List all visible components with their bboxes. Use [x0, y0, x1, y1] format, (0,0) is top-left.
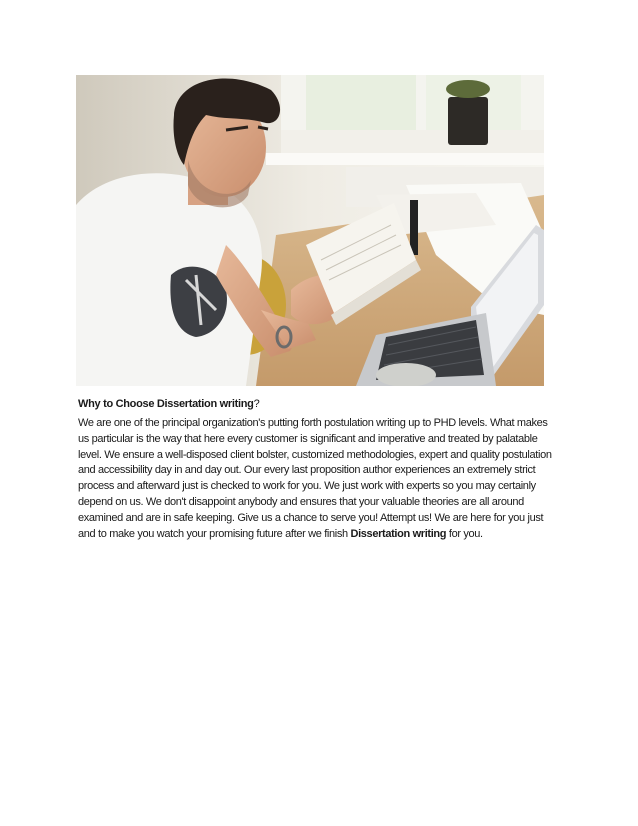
heading-suffix: ?: [253, 398, 260, 410]
student-reading-photo: [76, 75, 544, 386]
section-heading: [78, 397, 548, 411]
dissertation-writing-link[interactable]: Dissertation writing: [350, 527, 447, 540]
heading-title: Why to Choose Dissertation writing: [78, 398, 254, 410]
body-text-1: We are one of the principal organization's putting forth postulation writing up to PHD levels. What makes us particular is the way that here every customer is significant and imperative and treated by palatable level. We ensure a well-disposed client bolster, customized methodologies, expert and quality postulation and accessibility day in and day out. Our every last proposition author experiences an extremely strict process and afterward just is checked to work for you. We just work with experts so you may certainly depend on us. We don't disappoint anybody and ensures that your valuable theories are all around examined and are in safe keeping. Give us a chance to serve you! Attempt us! We are here for you just and to make you watch your promising future after we finish: [78, 417, 552, 540]
photo-student-reading-icon: [76, 75, 544, 386]
body-paragraph: [78, 416, 556, 542]
body-text-2: for you.: [446, 527, 483, 540]
